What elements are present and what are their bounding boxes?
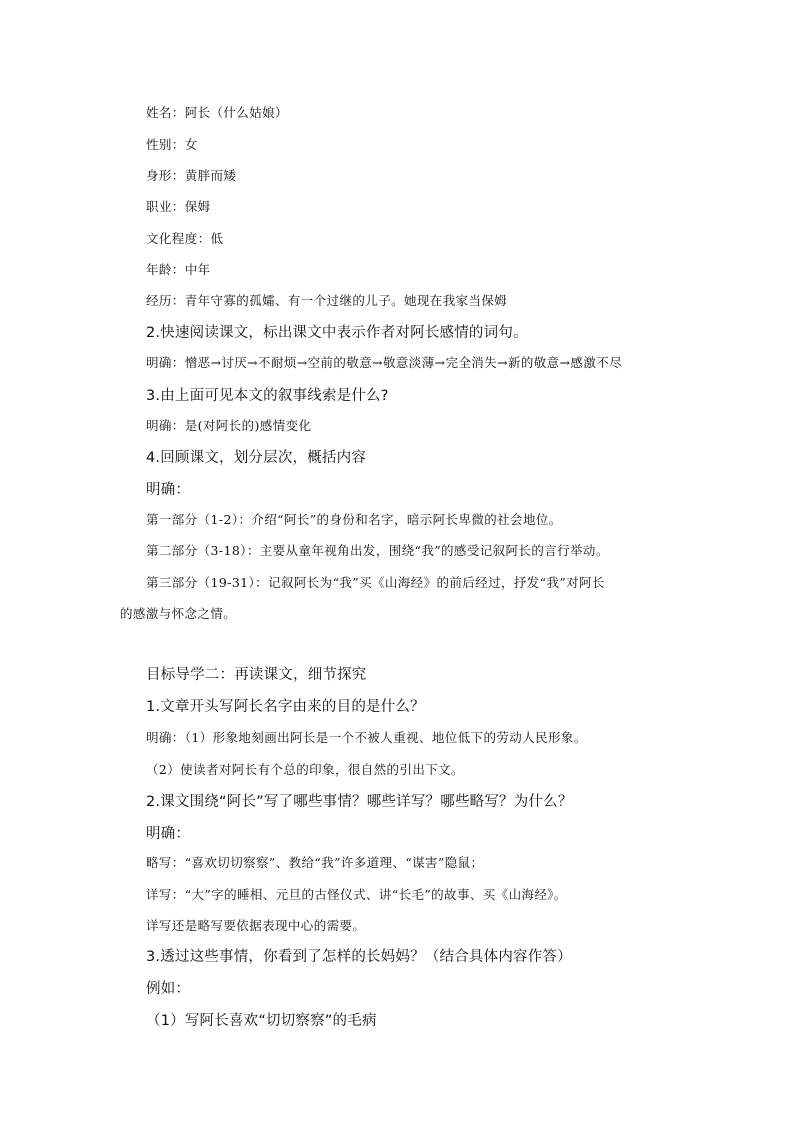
part-3-line-1: 第三部分（19-31）：记叙阿长为“我”买《山海经》的前后经过，抒发“我”对阿长 [146, 575, 605, 590]
profile-education: 文化程度：低 [146, 231, 224, 246]
s2-question-1: 1.文章开头写阿长名字由来的目的是什么？ [146, 699, 425, 715]
answer-4-label: 明确： [146, 482, 191, 498]
profile-gender: 性别：女 [146, 137, 198, 152]
s2-question-3: 3.透过这些事情，你看到了怎样的长妈妈？（结合具体内容作答） [146, 949, 572, 965]
detail-writing: 详写：“大”字的睡相、元旦的古怪仪式、讲“长毛”的故事、买《山海经》。 [146, 887, 567, 902]
profile-name: 姓名：阿长（什么姑娘） [146, 105, 288, 120]
s2-question-2: 2.课文围绕“阿长”写了哪些事情？哪些详写？哪些略写？为什么？ [146, 794, 573, 810]
example-label: 例如： [146, 981, 191, 997]
question-2: 2.快速阅读课文，标出课文中表示作者对阿长感情的词句。 [146, 325, 528, 341]
part-2: 第二部分（3-18）：主要从童年视角出发，围绕“我”的感受记叙阿长的言行举动。 [146, 543, 609, 558]
answer-2: 明确：憎恶→讨厌→不耐烦→空前的敬意→敬意淡薄→完全消失→新的敬意→感激不尽 [146, 355, 623, 370]
question-4: 4.回顾课文，划分层次，概括内容 [146, 450, 367, 466]
writing-reason: 详写还是略写要依据表现中心的需要。 [146, 918, 366, 933]
profile-figure: 身形：黄胖而矮 [146, 168, 237, 183]
answer-3: 明确：是(对阿长的)感情变化 [146, 418, 312, 433]
question-3: 3.由上面可见本文的叙事线索是什么? [146, 388, 389, 404]
part-3-line-2: 的感激与怀念之情。 [120, 606, 237, 621]
profile-age: 年龄：中年 [146, 262, 211, 277]
s2-answer-1-1: 明确：（1）形象地刻画出阿长是一个不被人重视、地位低下的劳动人民形象。 [146, 730, 587, 745]
s2-answer-2-label: 明确： [146, 826, 191, 842]
profile-occupation: 职业：保姆 [146, 199, 211, 214]
brief-writing: 略写：“喜欢切切察察”、教给“我”许多道理、“谋害”隐鼠； [146, 855, 484, 870]
s2-answer-1-2: （2）使读者对阿长有个总的印象，很自然的引出下文。 [146, 762, 464, 777]
example-1: （1）写阿长喜欢“切切察察”的毛病 [146, 1013, 377, 1029]
profile-experience: 经历：青年守寡的孤孀、有一个过继的儿子。她现在我家当保姆 [146, 293, 508, 308]
section-heading: 目标导学二：再读课文，细节探究 [146, 667, 367, 683]
part-1: 第一部分（1-2）：介绍“阿长”的身份和名字，暗示阿长卑微的社会地位。 [146, 512, 562, 527]
